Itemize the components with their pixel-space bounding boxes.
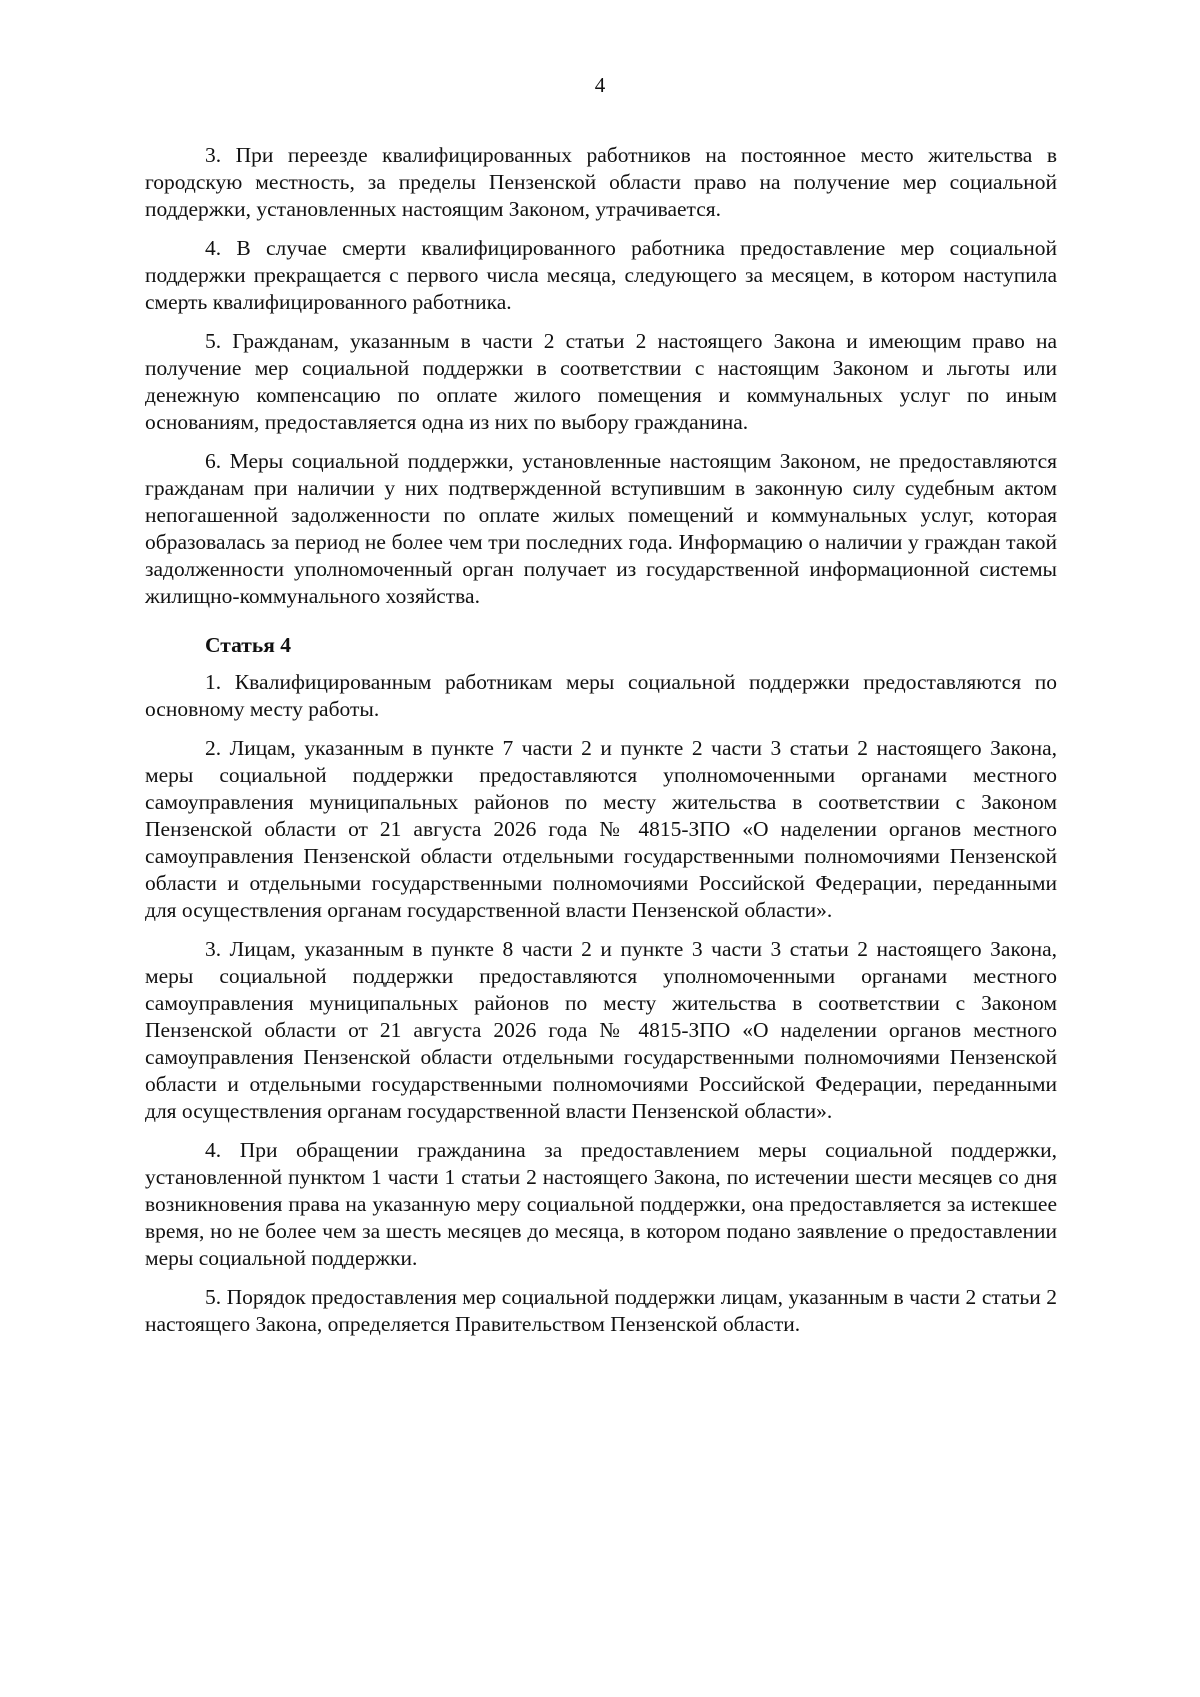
page-number: 4 (594, 73, 606, 97)
article-4-paragraph-5: 5. Порядок предоставления мер социальной поддержки лицам, указанным в части 2 статьи 2 настоящего Закона, определяется Правительством Пензенской области. (145, 1285, 1057, 1336)
article-4-paragraph-1: 1. Квалифицированным работникам меры социальной поддержки предоставляются по основному месту работы. (145, 670, 1057, 721)
paragraph-item-3: 3. При переезде квалифицированных работников на постоянное место жительства в городскую местность, за пределы Пензенской области право на получение мер социальной поддержки, установленных настоящим Законом, утрачивается. (145, 143, 1057, 221)
paragraph-item-6: 6. Меры социальной поддержки, установленные настоящим Законом, не предоставляются гражданам при наличии у них подтвержденной вступившим в законную силу судебным актом непогашенной задолженности по оплате жилых помещений и коммунальных услуг, которая образовалась за период не более чем три последних года. Информацию о наличии у граждан такой задолженности уполномоченный орган получает из государственной информационной системы жилищно-коммунального хозяйства. (145, 449, 1057, 608)
article-4-paragraph-4: 4. При обращении гражданина за предоставлением меры социальной поддержки, установленной пунктом 1 части 1 статьи 2 настоящего Закона, по истечении шести месяцев со дня возникновения права на указанную меру социальной поддержки, она предоставляется за истекшее время, но не более чем за шесть месяцев до месяца, в котором подано заявление о предоставлении меры социальной поддержки. (145, 1138, 1057, 1270)
document-body (145, 142, 1057, 1350)
paragraph-item-4: 4. В случае смерти квалифицированного работника предоставление мер социальной поддержки прекращается с первого числа месяца, следующего за месяцем, в котором наступила смерть квалифицированного работника. (145, 236, 1057, 314)
article-4-paragraph-3: 3. Лицам, указанным в пункте 8 части 2 и пункте 3 части 3 статьи 2 настоящего Закона, меры социальной поддержки предоставляются уполномоченными органами местного самоуправления муниципальных районов по месту жительства в соответствии с Законом Пензенской области от 21 августа 2026 года № 4815-ЗПО «О наделении органов местного самоуправления Пензенской области отдельными государственными полномочиями Пензенской области и отдельными государственными полномочиями Российской Федерации, переданными для осуществления органам государственной власти Пензенской области». (145, 937, 1057, 1123)
article-4-paragraph-2: 2. Лицам, указанным в пункте 7 части 2 и пункте 2 части 3 статьи 2 настоящего Закона, меры социальной поддержки предоставляются уполномоченными органами местного самоуправления муниципальных районов по месту жительства в соответствии с Законом Пензенской области от 21 августа 2026 года № 4815-ЗПО «О наделении органов местного самоуправления Пензенской области отдельными государственными полномочиями Пензенской области и отдельными государственными полномочиями Российской Федерации, переданными для осуществления органам государственной власти Пензенской области». (145, 736, 1057, 922)
paragraph-item-5: 5. Гражданам, указанным в части 2 статьи 2 настоящего Закона и имеющим право на получение мер социальной поддержки в соответствии с настоящим Законом и льготы или денежную компенсацию по оплате жилого помещения и коммунальных услуг по иным основаниям, предоставляется одна из них по выбору гражданина. (145, 329, 1057, 434)
article-heading: Статья 4 (205, 633, 291, 657)
